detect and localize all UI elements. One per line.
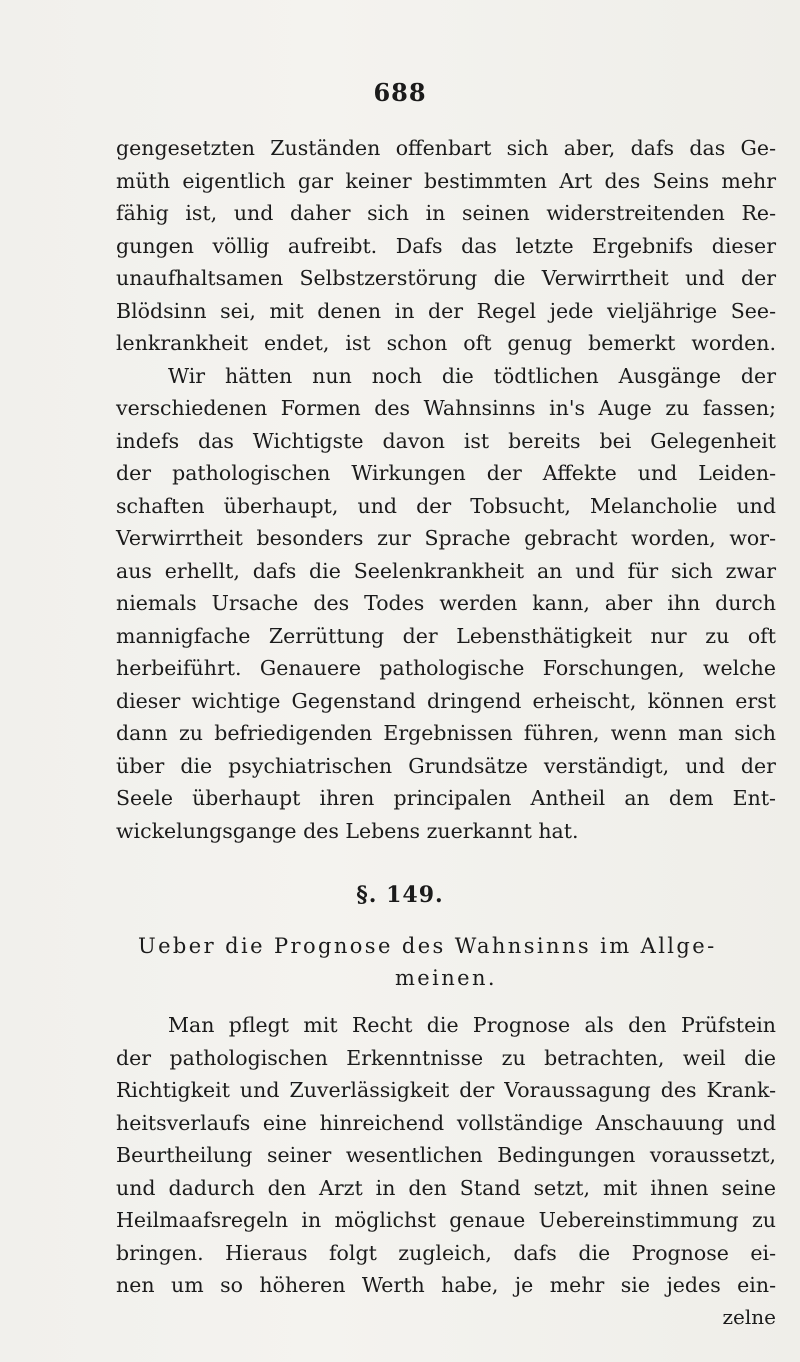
heading-line: Ueber die Prognose des Wahnsinns im Allge-	[138, 934, 717, 958]
text-line: dieser wichtige Gegenstand dringend erheischt, können erst	[116, 688, 776, 713]
text-line: gengesetzten Zuständen offenbart sich aber, dafs das Ge-	[116, 136, 776, 160]
text-line: Richtigkeit und Zuverlässigkeit der Voraussagung des Krank-	[116, 1078, 776, 1102]
text-line: müth eigentlich gar keiner bestimmten Art des Seins mehr	[116, 168, 776, 193]
text-line: Man pflegt mit Recht die Prognose als den Prüfstein	[168, 1013, 776, 1037]
body-text-bottom	[116, 1009, 776, 1302]
text-line: mannigfache Zerrüttung der Lebensthätigkeit nur zu oft	[116, 623, 776, 648]
text-line: indefs das Wichtigste davon ist bereits bei Gelegenheit	[116, 428, 776, 453]
text-line: Wir hätten nun noch die tödtlichen Ausgänge der	[168, 363, 776, 388]
text-line: bringen. Hieraus folgt zugleich, dafs die Prognose ei-	[116, 1240, 776, 1265]
text-line: Seele überhaupt ihren principalen Antheil an dem Ent-	[116, 786, 776, 810]
text-line: aus erhellt, dafs die Seelenkrankheit an und für sich zwar	[116, 558, 776, 583]
text-line: unaufhaltsamen Selbstzerstörung die Verwirrtheit und der	[116, 266, 776, 290]
text-line: Blödsinn sei, mit denen in der Regel jede vieljährige See-	[116, 298, 776, 323]
text-line: gungen völlig aufreibt. Dafs das letzte Ergebnifs dieser	[116, 233, 776, 258]
text-line: dann zu befriedigenden Ergebnissen führen, wenn man sich	[116, 721, 776, 745]
text-line: niemals Ursache des Todes werden kann, aber ihn durch	[116, 591, 776, 615]
text-line: und dadurch den Arzt in den Stand setzt, mit ihnen seine	[116, 1175, 776, 1200]
text-line: über die psychiatrischen Grundsätze verständigt, und der	[116, 753, 776, 778]
text-line: nen um so höheren Werth habe, je mehr sie jedes ein-	[116, 1273, 776, 1297]
heading-line: meinen.	[394, 966, 497, 990]
text-line: der pathologischen Erkenntnisse zu betrachten, weil die	[116, 1045, 776, 1070]
text-line: wickelungsgange des Lebens zuerkannt hat.	[116, 818, 579, 843]
text-line: der pathologischen Wirkungen der Affekte und Leiden-	[116, 461, 776, 485]
section-number: §. 149.	[356, 882, 444, 908]
text-line: herbeiführt. Genauere pathologische Forschungen, welche	[116, 656, 776, 680]
section-heading	[116, 930, 776, 994]
text-line: Beurtheilung seiner wesentlichen Bedingungen voraussetzt,	[116, 1143, 776, 1167]
text-line: schaften überhaupt, und der Tobsucht, Melancholie und	[116, 493, 776, 518]
text-line: lenkrankheit endet, ist schon oft genug bemerkt worden.	[116, 331, 776, 355]
catchword: zelne	[722, 1305, 776, 1329]
text-line: Verwirrtheit besonders zur Sprache gebracht worden, wor-	[116, 526, 776, 550]
page-number: 688	[373, 78, 427, 107]
text-line: verschiedenen Formen des Wahnsinns in's Auge zu fassen;	[116, 396, 776, 420]
text-line: heitsverlaufs eine hinreichend vollständige Anschauung und	[116, 1110, 776, 1135]
body-text-top	[116, 132, 776, 847]
text-line: Heilmaafsregeln in möglichst genaue Uebereinstimmung zu	[116, 1208, 776, 1232]
text-line: fähig ist, und daher sich in seinen widerstreitenden Re-	[116, 201, 776, 225]
